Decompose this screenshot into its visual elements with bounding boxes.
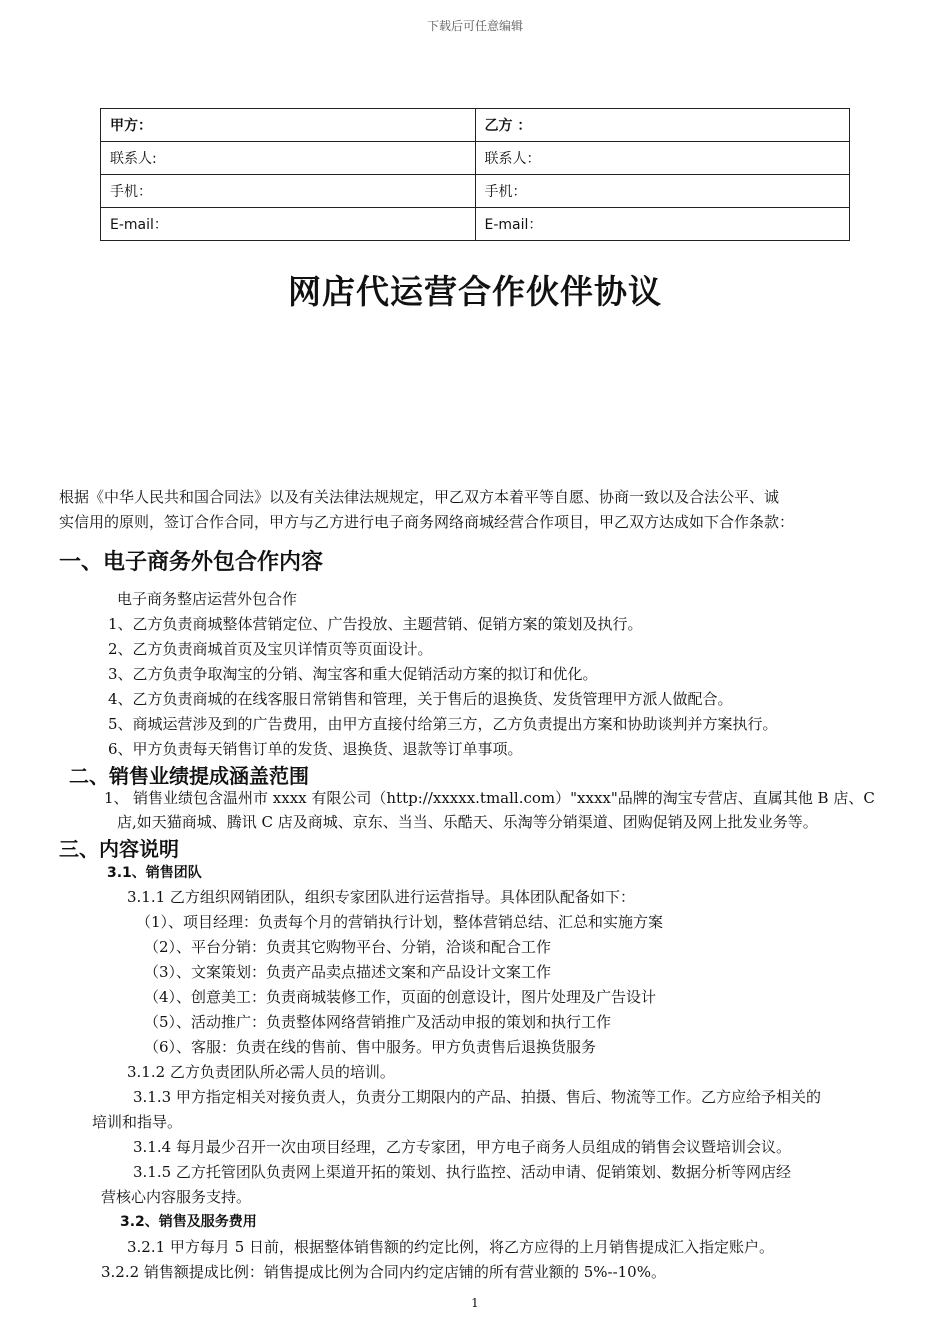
paragraph-3-1-5-line-2: 营核心内容服务支持。 [101,1188,252,1206]
email-a-cell: E-mail： [101,208,476,241]
paragraph-3-1-1: 3.1.1 乙方组织网销团队，组织专家团队进行运营指导。具体团队配备如下： [127,888,635,906]
role-item: （6）、客服：负责在线的售前、售中服务。甲方负责售后退换货服务 [144,1038,597,1056]
list-item: 6、甲方负责每天销售订单的发货、退换货、退款等订单事项。 [108,740,523,758]
section2-item-line-1: 销售业绩包含温州市 xxxx 有限公司（http://xxxxx.tmall.com）"xxxx"品牌的淘宝专营店、直属其他 B 店、C [133,789,875,807]
table-row [101,142,850,175]
phone-a-cell: 手机： [101,175,476,208]
paragraph-3-1-5-line-1: 3.1.5 乙方托管团队负责网上渠道开拓的策划、执行监控、活动申请、促销策划、数据分析等网店经 [133,1163,791,1181]
header-note: 下载后可任意编辑 [426,19,523,33]
phone-b-cell: 手机： [475,175,850,208]
party-b-cell: 乙方 ： [475,109,850,142]
party-a-cell: 甲方： [101,109,476,142]
parties-table [100,108,850,241]
list-item: 4、乙方负责商城的在线客服日常销售和管理，关于售后的退换货、发货管理甲方派人做配合。 [108,690,733,708]
role-item: （1）、项目经理：负责每个月的营销执行计划，整体营销总结、汇总和实施方案 [136,913,664,931]
role-item: （4）、创意美工：负责商城装修工作，页面的创意设计，图片处理及广告设计 [144,988,657,1006]
page-number: 1 [471,1296,479,1310]
section1-heading: 一、电子商务外包合作内容 [59,550,324,575]
paragraph-3-2-2: 3.2.2 销售额提成比例：销售提成比例为合同内约定店铺的所有营业额的 5%--10%。 [101,1263,666,1281]
table-row [101,109,850,142]
section2-item-number: 1、 [104,789,129,807]
role-item: （2）、平台分销：负责其它购物平台、分销，洽谈和配合工作 [144,938,552,956]
section1-subtitle: 电子商务整店运营外包合作 [117,590,298,608]
section3-1-heading: 3.1、销售团队 [107,865,202,881]
section3-heading: 三、内容说明 [59,837,179,861]
document-title: 网店代运营合作伙伴协议 [288,272,662,311]
list-item: 3、乙方负责争取淘宝的分销、淘宝客和重大促销活动方案的拟订和优化。 [108,665,598,683]
paragraph-3-1-3-line-2: 培训和指导。 [92,1113,183,1131]
contact-a-cell: 联系人: [101,142,476,175]
paragraph-3-1-4: 3.1.4 每月最少召开一次由项目经理，乙方专家团，甲方电子商务人员组成的销售会议暨培训会议。 [133,1138,791,1156]
table-row [101,208,850,241]
email-b-cell: E-mail： [475,208,850,241]
paragraph-3-1-3-line-1: 3.1.3 甲方指定相关对接负责人，负责分工期限内的产品、拍摄、售后、物流等工作。乙方应给予相关的 [133,1088,821,1106]
list-item: 1、乙方负责商城整体营销定位、广告投放、主题营销、促销方案的策划及执行。 [108,615,643,633]
intro-line-2: 实信用的原则，签订合作合同，甲方与乙方进行电子商务网络商城经营合作项目，甲乙双方达成如下合作条款： [59,513,795,531]
intro-line-1: 根据《中华人民共和国合同法》以及有关法律法规规定，甲乙双方本着平等自愿、协商一致以及合法公平、诚 [59,488,780,506]
contact-b-cell: 联系人： [475,142,850,175]
role-item: （5）、活动推广：负责整体网络营销推广及活动申报的策划和执行工作 [144,1013,612,1031]
list-item: 5、商城运营涉及到的广告费用，由甲方直接付给第三方，乙方负责提出方案和协助谈判并方案执行。 [108,715,778,733]
table-row [101,175,850,208]
paragraph-3-2-1: 3.2.1 甲方每月 5 日前，根据整体销售额的约定比例，将乙方应得的上月销售提成汇入指定账户。 [127,1238,775,1256]
paragraph-3-1-2: 3.1.2 乙方负责团队所必需人员的培训。 [127,1063,395,1081]
list-item: 2、乙方负责商城首页及宝贝详情页等页面设计。 [108,640,433,658]
role-item: （3）、文案策划：负责产品卖点描述文案和产品设计文案工作 [144,963,552,981]
section3-2-heading: 3.2、销售及服务费用 [120,1214,257,1230]
section2-heading: 二、销售业绩提成涵盖范围 [69,764,309,788]
section2-item-line-2: 店,如天猫商城、腾讯 C 店及商城、京东、当当、乐酷天、乐淘等分销渠道、团购促销及网上批发业务等。 [117,813,818,831]
